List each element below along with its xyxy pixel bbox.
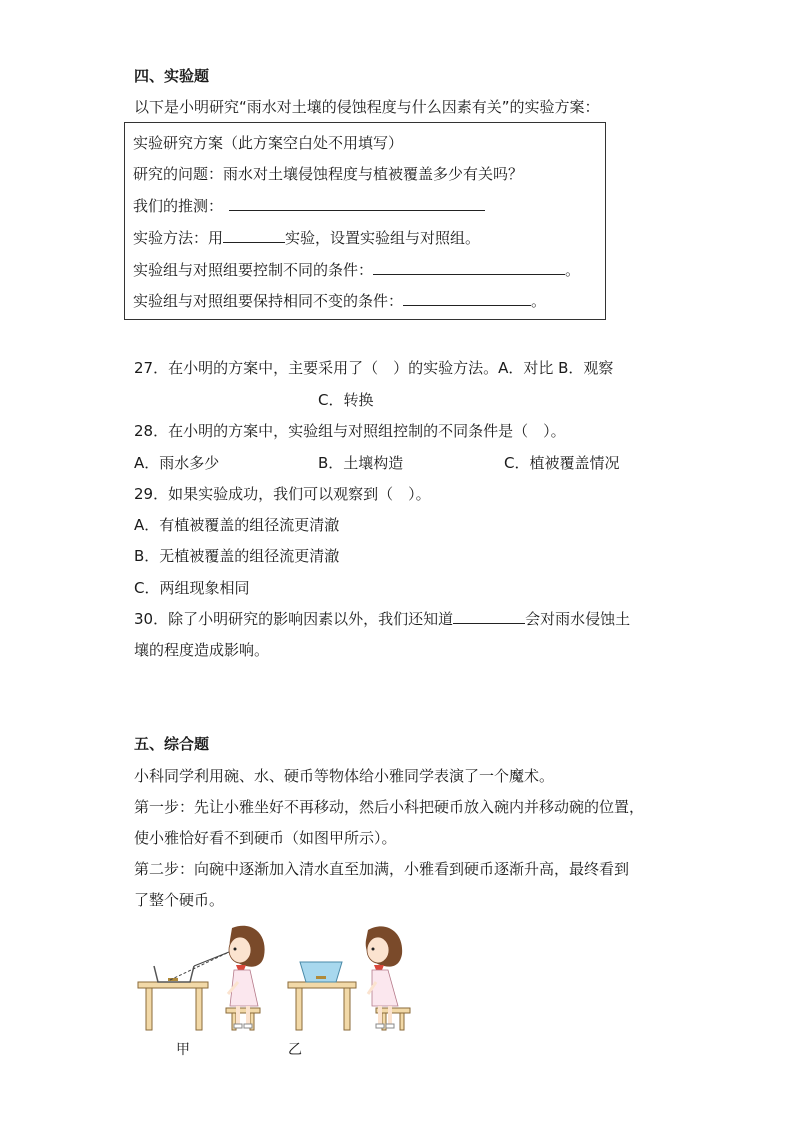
q30-blank[interactable]	[453, 609, 525, 624]
section5-p3-line2: 了整个硬币。	[134, 891, 225, 909]
plan-method-suffix: 实验，设置实验组与对照组。	[285, 229, 481, 247]
section5-p3-line1: 第二步：向碗中逐渐加入清水直至加满，小雅看到硬币逐渐升高，最终看到	[134, 860, 630, 878]
q30-line1	[134, 609, 630, 629]
plan-same-end: 。	[531, 292, 547, 310]
plan-same-conditions	[133, 291, 546, 311]
plan-question: 研究的问题：雨水对土壤侵蚀程度与植被覆盖多少有关吗？	[133, 165, 524, 183]
q29-option-a: A．有植被覆盖的组径流更清澈	[134, 516, 340, 534]
q29-option-b: B．无植被覆盖的组径流更清澈	[134, 547, 340, 565]
same-blank[interactable]	[403, 291, 531, 306]
section5-p2-line2: 使小雅恰好看不到硬币（如图甲所示）。	[134, 829, 397, 847]
plan-title: 实验研究方案（此方案空白处不用填写）	[133, 134, 404, 152]
figure-label-yi: 乙	[288, 1042, 302, 1058]
plan-diff-end: 。	[565, 261, 581, 279]
q29-option-c: C．两组现象相同	[134, 579, 250, 597]
q28-text: 28．在小明的方案中，实验组与对照组控制的不同条件是（ ）。	[134, 422, 566, 440]
q29-text: 29．如果实验成功，我们可以观察到（ ）。	[134, 485, 431, 503]
guess-blank[interactable]	[229, 196, 485, 211]
section4-intro: 以下是小明研究“雨水对土壤的侵蚀程度与什么因素有关”的实验方案：	[134, 98, 600, 116]
plan-diff-label: 实验组与对照组要控制不同的条件：	[133, 261, 374, 279]
q28-option-b: B．土壤构造	[318, 454, 404, 472]
q28-option-c: C．植被覆盖情况	[504, 454, 620, 472]
q30-line2: 壤的程度造成影响。	[134, 641, 270, 659]
figure-yi-illustration	[284, 922, 424, 1034]
diff-blank[interactable]	[373, 260, 565, 275]
section5-heading: 五、综合题	[134, 735, 210, 753]
plan-guess-label: 我们的推测：	[133, 197, 224, 215]
figure-jia-illustration	[134, 922, 274, 1034]
plan-method-prefix: 实验方法：用	[133, 229, 224, 247]
section5-p1: 小科同学利用碗、水、硬币等物体给小雅同学表演了一个魔术。	[134, 767, 555, 785]
method-blank[interactable]	[223, 228, 285, 243]
section4-heading: 四、实验题	[134, 67, 210, 85]
plan-same-label: 实验组与对照组要保持相同不变的条件：	[133, 292, 404, 310]
q28-option-a: A．雨水多少	[134, 454, 220, 472]
q27-option-c: C．转换	[318, 391, 374, 409]
plan-guess	[133, 196, 485, 216]
section5-p2-line1: 第一步：先让小雅坐好不再移动，然后小科把硬币放入碗内并移动碗的位置，	[134, 798, 645, 816]
plan-different-conditions	[133, 260, 580, 280]
plan-method	[133, 228, 480, 248]
q30-suffix: 会对雨水侵蚀土	[525, 610, 631, 628]
figure-label-jia: 甲	[176, 1042, 190, 1058]
q27-text: 27．在小明的方案中，主要采用了（ ）的实验方法。A．对比 B．观察	[134, 359, 614, 377]
q30-prefix: 30．除了小明研究的影响因素以外，我们还知道	[134, 610, 454, 628]
